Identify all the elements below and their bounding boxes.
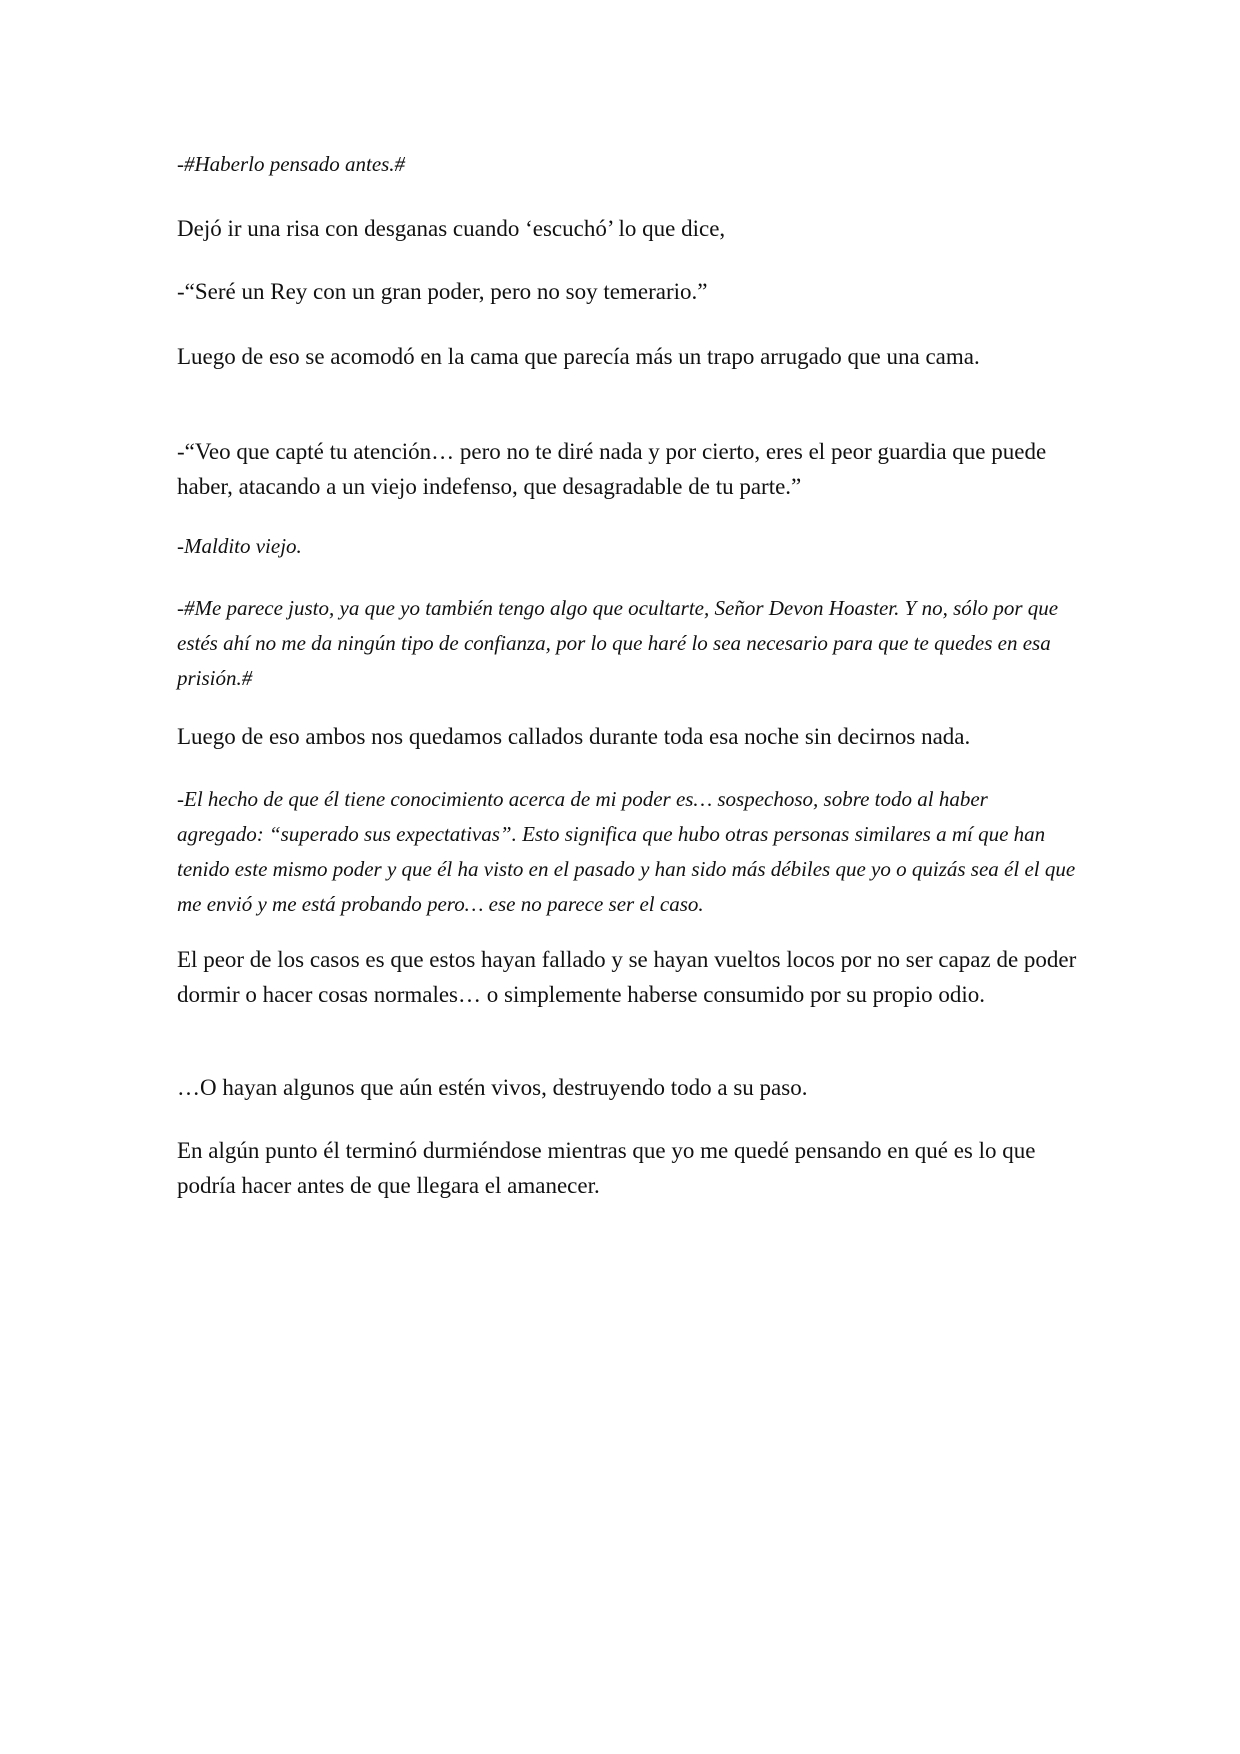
paragraph: Luego de eso ambos nos quedamos callados durante toda esa noche sin decirnos nada. [177, 724, 971, 749]
paragraph: Dejó ir una risa con desganas cuando ‘escuchó’ lo que dice, [177, 216, 726, 241]
paragraph: -El hecho de que él tiene conocimiento acerca de mi poder es… sospechoso, sobre todo al haber agregado: “superado sus expectativas”. Esto significa que hubo otras personas similares a mí que han tenido este mismo poder y que él ha visto en el pasado y han sido más débiles que yo o quizás sea él el que me envió y me está probando pero… ese no parece ser el caso. [177, 787, 1076, 916]
paragraph: -#Haberlo pensado antes.# [177, 152, 406, 176]
paragraph: -“Seré un Rey con un gran poder, pero no soy temerario.” [177, 279, 708, 304]
paragraph: -“Veo que capté tu atención… pero no te diré nada y por cierto, eres el peor guardia que puede haber, atacando a un viejo indefenso, que desagradable de tu parte.” [177, 439, 1047, 499]
paragraph: El peor de los casos es que estos hayan fallado y se hayan vueltos locos por no ser capaz de poder dormir o hacer cosas normales… o simplemente haberse consumido por su propio odio. [177, 947, 1077, 1007]
paragraph: Luego de eso se acomodó en la cama que parecía más un trapo arrugado que una cama. [177, 344, 980, 369]
paragraph: -Maldito viejo. [177, 534, 302, 558]
paragraph: -#Me parece justo, ya que yo también tengo algo que ocultarte, Señor Devon Hoaster. Y no, sólo por que estés ahí no me da ningún tipo de confianza, por lo que haré lo sea necesario para que te quedes en esa prisión.# [177, 596, 1059, 690]
paragraph: …O hayan algunos que aún estén vivos, destruyendo todo a su paso. [177, 1075, 808, 1100]
paragraph: En algún punto él terminó durmiéndose mientras que yo me quedé pensando en qué es lo que podría hacer antes de que llegara el amanecer. [177, 1138, 1036, 1198]
